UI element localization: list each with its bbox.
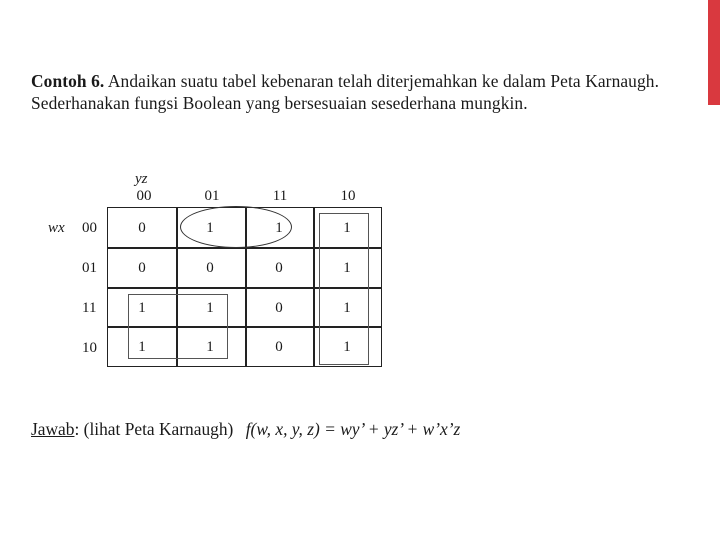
group-ellipse-top-row (180, 206, 292, 248)
group-box-right-column (319, 213, 369, 365)
row-header: 11 (82, 300, 97, 316)
col-header: 01 (204, 188, 220, 204)
kmap-cell: 0 (275, 260, 283, 276)
kmap-cell: 1 (343, 339, 351, 355)
kmap-cell: 0 (206, 260, 214, 276)
kmap-cell: 0 (138, 260, 146, 276)
kmap-cell: 1 (206, 339, 214, 355)
col-header: 11 (272, 188, 288, 204)
group-box-bottom-left (128, 294, 228, 359)
kmap-grid (107, 207, 382, 367)
col-header: 10 (340, 188, 356, 204)
kmap-cell: 0 (138, 220, 146, 236)
kmap-cell: 1 (138, 339, 146, 355)
kmap-cell: 0 (275, 300, 283, 316)
answer-text: : (lihat Peta Karnaugh) (74, 419, 234, 439)
answer-formula: f(w, x, y, z) = wy’ + yz’ + w’x’z (245, 419, 461, 439)
col-var-label: yz (135, 171, 148, 187)
example-text: Andaikan suatu tabel kebenaran telah diterjemahkan ke dalam Peta Karnaugh. Sederhanakan fungsi Boolean yang bersesuaian sesederhana mungkin. (31, 71, 660, 113)
kmap-cell: 1 (206, 300, 214, 316)
col-header: 00 (136, 188, 152, 204)
answer-label: Jawab (31, 419, 75, 439)
row-var-label: wx (48, 220, 65, 236)
kmap-cell: 1 (343, 260, 351, 276)
row-header: 00 (82, 220, 97, 236)
row-header: 10 (82, 340, 97, 356)
kmap-cell: 0 (275, 339, 283, 355)
kmap-cell: 1 (343, 220, 351, 236)
kmap-cell: 1 (206, 220, 214, 236)
answer-line (31, 419, 460, 440)
kmap-cell: 1 (343, 300, 351, 316)
kmap-cell: 1 (138, 300, 146, 316)
kmap-cell: 1 (275, 220, 283, 236)
row-header: 01 (82, 260, 97, 276)
example-label: Contoh 6. (31, 71, 105, 91)
